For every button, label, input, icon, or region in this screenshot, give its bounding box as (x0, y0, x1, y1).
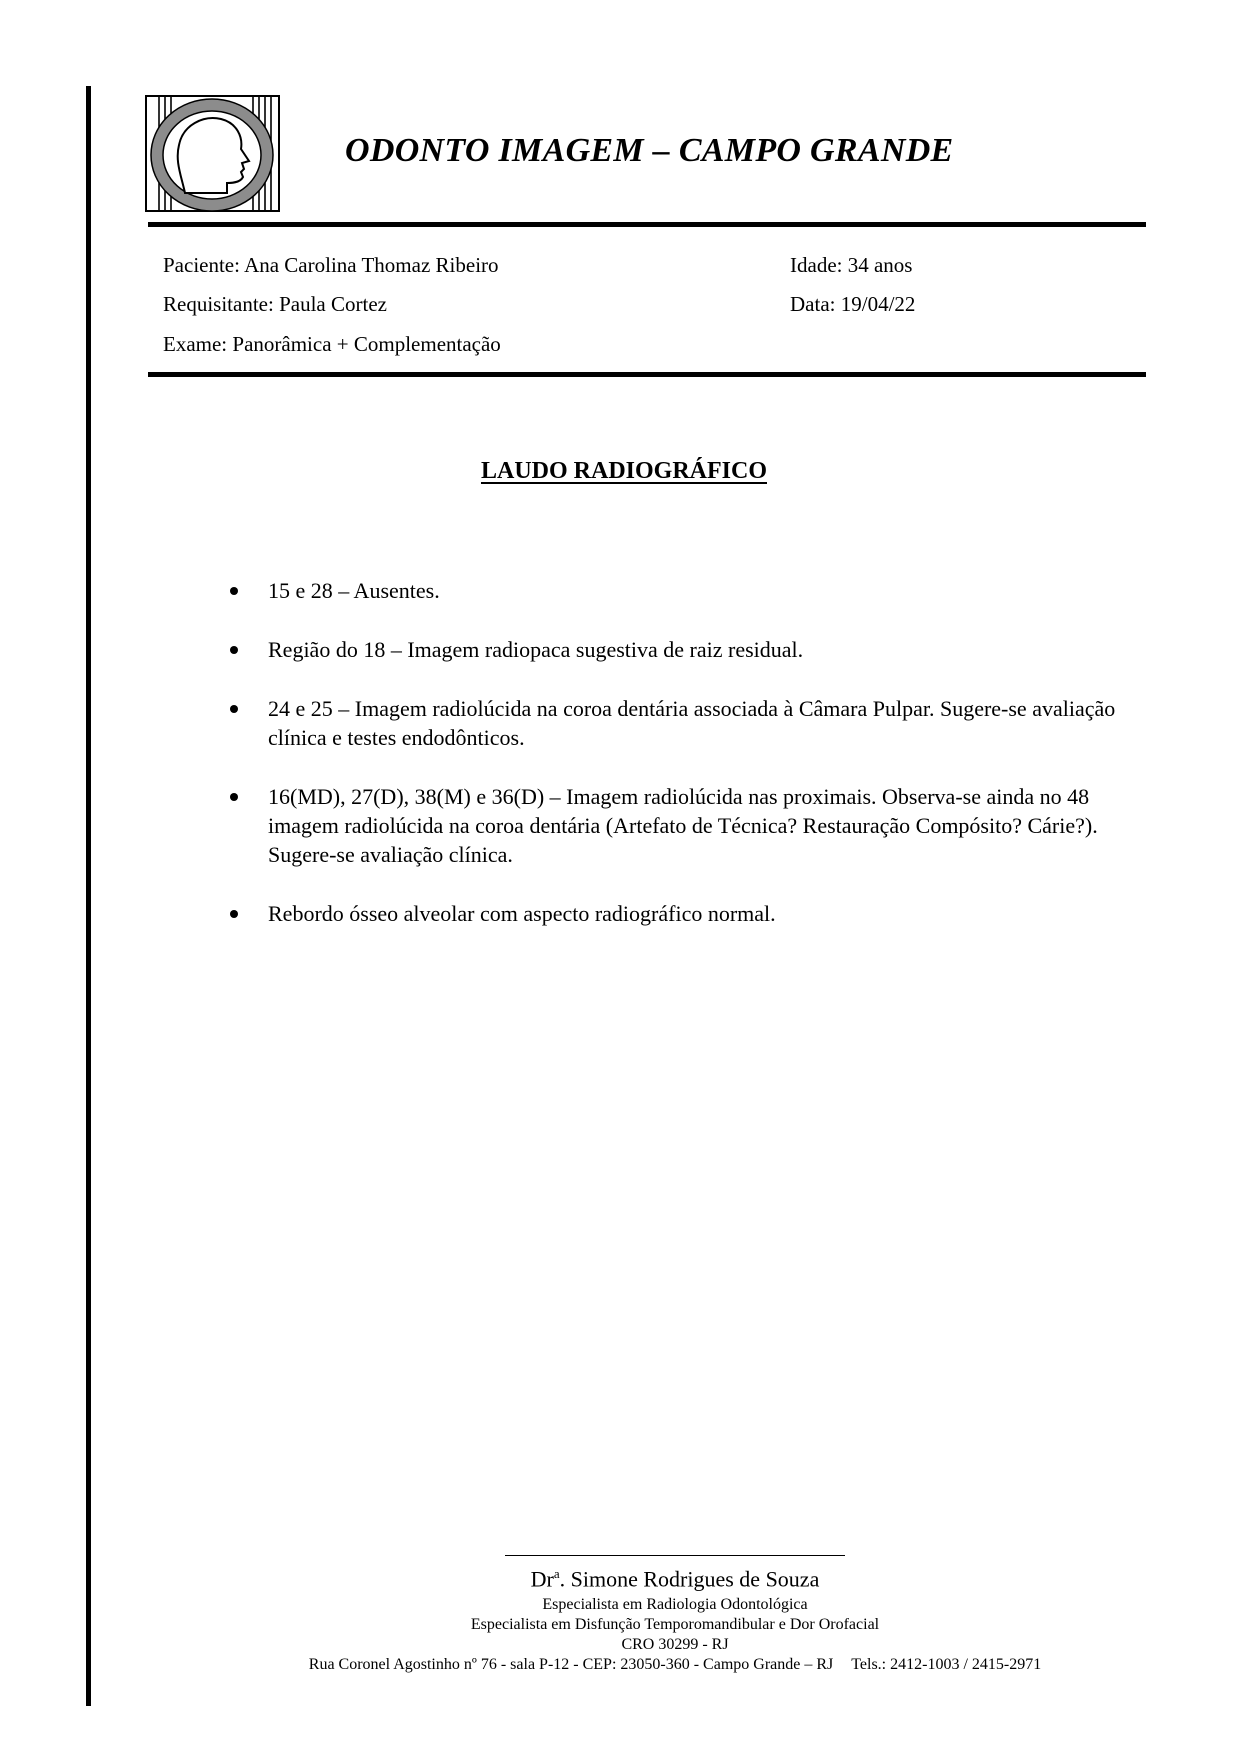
age-label: Idade: (790, 253, 843, 277)
date-value: 19/04/22 (840, 292, 916, 316)
doctor-title-prefix: Dr (530, 1566, 554, 1592)
signature-block (0, 1555, 1240, 1674)
list-item (230, 576, 1145, 605)
date-label: Data: (790, 292, 836, 316)
specialty-radiology: Especialista em Radiologia Odontológica (542, 1596, 808, 1614)
address-text: Rua Coronel Agostinho nº 76 - sala P-12 - CEP: 23050-360 - Campo Grande – RJ (308, 1656, 834, 1674)
clinic-name: ODONTO IMAGEM – CAMPO GRANDE (345, 132, 954, 169)
finding-text: 16(MD), 27(D), 38(M) e 36(D) – Imagem radiolúcida nas proximais. Observa-se ainda no 48 imagem radiolúcida na coroa dentária (Artefato de Técnica? Restauração Compósito? Cárie?). Sugere-se avaliação clínica. (268, 784, 1098, 867)
report-title (0, 458, 1240, 485)
bullet-icon (230, 587, 238, 595)
findings-list (230, 576, 1145, 958)
patient-field (163, 253, 499, 278)
date-field (790, 292, 915, 317)
header-divider-top (148, 222, 1146, 227)
age-field (790, 253, 912, 278)
finding-text: Rebordo ósseo alveolar com aspecto radiográfico normal. (268, 901, 776, 926)
bullet-icon (230, 910, 238, 918)
list-item (230, 782, 1145, 869)
list-item (230, 899, 1145, 928)
left-margin-rule (86, 86, 91, 1706)
exam-field (163, 332, 501, 357)
requester-field (163, 292, 387, 317)
bullet-icon (230, 646, 238, 654)
finding-text: 15 e 28 – Ausentes. (268, 578, 440, 603)
list-item (230, 635, 1145, 664)
cro-number: CRO 30299 - RJ (621, 1636, 729, 1654)
specialty-tmd: Especialista em Disfunção Temporomandibular e Dor Orofacial (470, 1616, 880, 1634)
requester-label: Requisitante: (163, 292, 274, 316)
head-profile-logo-icon (145, 95, 280, 212)
doctor-title-sup: a (553, 1566, 560, 1581)
bullet-icon (230, 793, 238, 801)
age-value: 34 anos (847, 253, 913, 277)
patient-value: Ana Carolina Thomaz Ribeiro (244, 253, 499, 277)
exam-label: Exame: (163, 332, 228, 356)
list-item (230, 694, 1145, 752)
phone-numbers: Tels.: 2412-1003 / 2415-2971 (851, 1656, 1042, 1674)
finding-text: 24 e 25 – Imagem radiolúcida na coroa dentária associada à Câmara Pulpar. Sugere-se avaliação clínica e testes endodônticos. (268, 696, 1116, 750)
exam-value: Panorâmica + Complementação (232, 332, 501, 356)
patient-label: Paciente: (163, 253, 240, 277)
finding-text: Região do 18 – Imagem radiopaca sugestiva de raiz residual. (268, 637, 804, 662)
signature-line (505, 1555, 845, 1556)
doctor-name (55, 1566, 1240, 1592)
address-line (55, 1656, 1240, 1674)
doctor-name-text: . Simone Rodrigues de Souza (559, 1566, 820, 1592)
header-divider-bottom (148, 372, 1146, 377)
bullet-icon (230, 705, 238, 713)
report-title-text: LAUDO RADIOGRÁFICO (480, 458, 767, 484)
requester-value: Paula Cortez (279, 292, 387, 316)
